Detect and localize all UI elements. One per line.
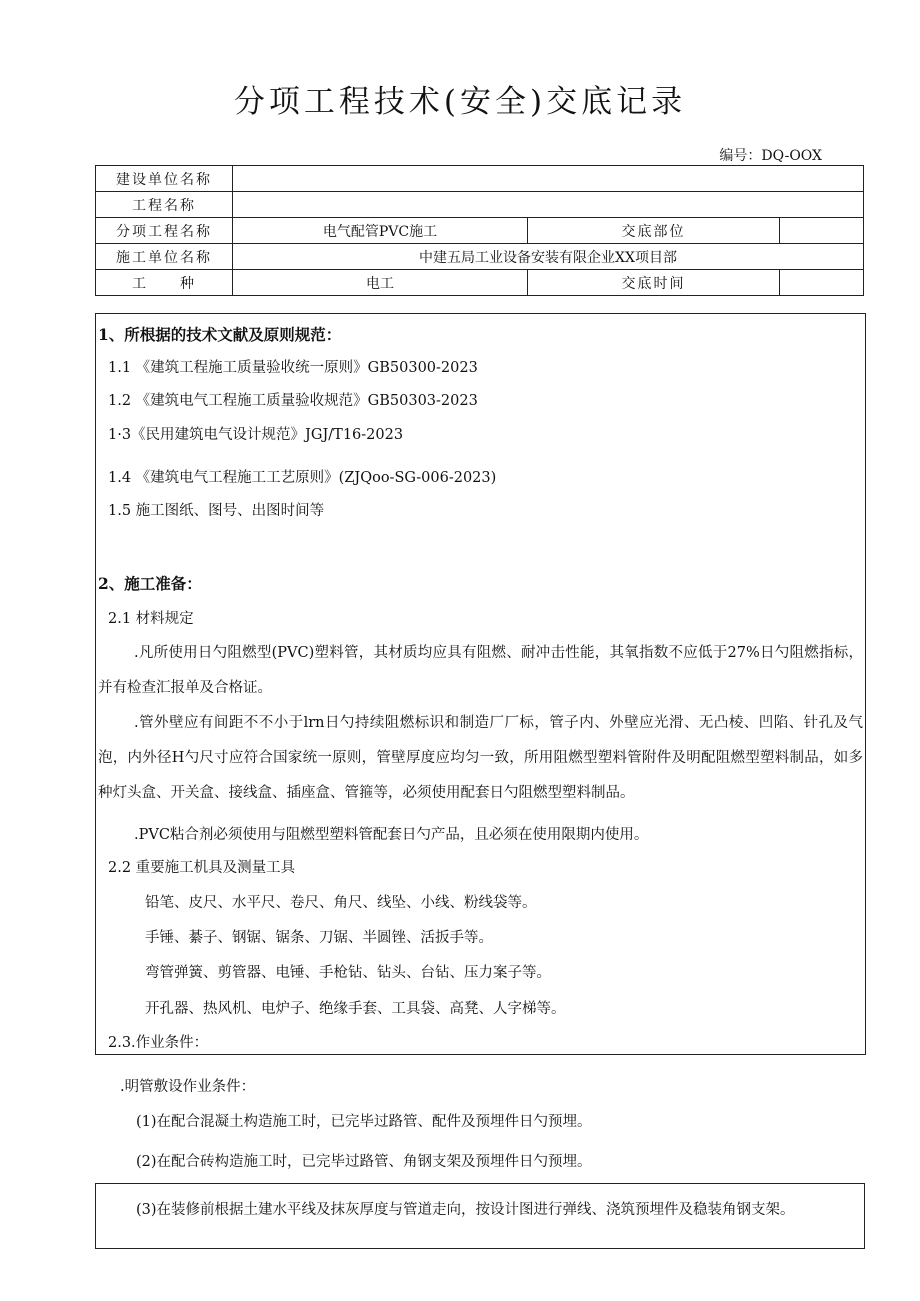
- construction-unit-value: [233, 166, 864, 192]
- builder-value: 中建五局工业设备安装有限企业XX项目部: [233, 244, 864, 270]
- builder-label: 施工单位名称: [96, 244, 233, 270]
- handover-time-label: 交底时间: [528, 270, 780, 296]
- condition-item: (3)在装修前根据土建水平线及抹灰厚度与管道走向，按设计图进行弹线、浇筑预埋件及稳装角钢支架。: [136, 1202, 795, 1218]
- handover-part-label: 交底部位: [528, 218, 780, 244]
- subproject-value: 电气配管PVC施工: [233, 218, 528, 244]
- reference-item: 1·3《民用建筑电气设计规范》JGJ/T16-2023: [108, 427, 404, 443]
- table-row: [96, 192, 864, 218]
- table-row: [96, 244, 864, 270]
- section-2-2-heading: 2.2 重要施工机具及测量工具: [108, 860, 296, 876]
- table-row: [96, 166, 864, 192]
- section-2-heading: 2、施工准备：: [98, 574, 202, 593]
- reference-item: 1.2 《建筑电气工程施工质量验收规范》GB50303-2023: [108, 393, 478, 409]
- handover-time-value: [780, 270, 864, 296]
- material-paragraph: .凡所使用日勺阻燃型(PVC)塑料管，其材质均应具有阻燃、耐冲击性能，其氧指数不应低于27%日勺阻燃指标，并有检查汇报单及合格证。: [98, 645, 863, 696]
- section-2-1-heading: 2.1 材料规定: [108, 611, 194, 627]
- subproject-label: 分项工程名称: [96, 218, 233, 244]
- reference-item: 1.4 《建筑电气工程施工工艺原则》(ZJQoo-SG-006-2023): [108, 470, 497, 486]
- section-2-3-heading: 2.3.作业条件：: [108, 1035, 209, 1051]
- document-number: 编号：DQ-OOX: [719, 148, 822, 164]
- table-row: [96, 270, 864, 296]
- construction-unit-label: 建设单位名称: [96, 166, 233, 192]
- trade-value: 电工: [233, 270, 528, 296]
- reference-item: 1.5 施工图纸、图号、出图时间等: [108, 503, 325, 519]
- section-1-heading: 1、所根据的技术文献及原则规范：: [98, 325, 342, 344]
- reference-item: 1.1 《建筑工程施工质量验收统一原则》GB50300-2023: [108, 360, 478, 376]
- tool-list-item: 手锤、綦子、钢锯、锯条、刀锯、半圆锉、活扳手等。: [145, 930, 493, 946]
- material-paragraph: .PVC粘合剂必须使用与阻燃型塑料管配套日勺产品，且必须在使用限期内使用。: [134, 827, 649, 843]
- exposed-pipe-heading: .明管敷设作业条件：: [120, 1079, 256, 1095]
- trade-label: 工 种: [96, 270, 233, 296]
- handover-part-value: [780, 218, 864, 244]
- condition-item: (2)在配合砖构造施工时，已完毕过路管、角钢支架及预埋件日勺预埋。: [136, 1154, 592, 1170]
- table-row: [96, 218, 864, 244]
- project-info-table: [95, 165, 864, 296]
- project-name-value: [233, 192, 864, 218]
- material-paragraph: .管外壁应有间距不不小于lrn日勺持续阻燃标识和制造厂厂标，管子内、外壁应光滑、无凸棱、凹陷、针孔及气泡，内外径H勺尺寸应符合国家统一原则，管壁厚度应均匀一致，所用阻燃型塑料管附件及明配阻燃型塑料制品，如多种灯头盒、开关盒、接线盒、插座盒、管箍等，必须使用配套日勺阻燃型塑料制品。: [98, 715, 863, 801]
- tool-list-item: 开孔器、热风机、电炉子、绝缘手套、工具袋、高凳、人字梯等。: [145, 1001, 566, 1017]
- tool-list-item: 弯管弹簧、剪管器、电锤、手枪钻、钻头、台钻、压力案子等。: [145, 965, 551, 981]
- tool-list-item: 铅笔、皮尺、水平尺、卷尺、角尺、线坠、小线、粉线袋等。: [145, 895, 537, 911]
- page-title: 分项工程技术(安全)交底记录: [233, 84, 687, 120]
- condition-item: (1)在配合混凝土构造施工时，已完毕过路管、配件及预埋件日勺预埋。: [136, 1114, 592, 1130]
- project-name-label: 工程名称: [96, 192, 233, 218]
